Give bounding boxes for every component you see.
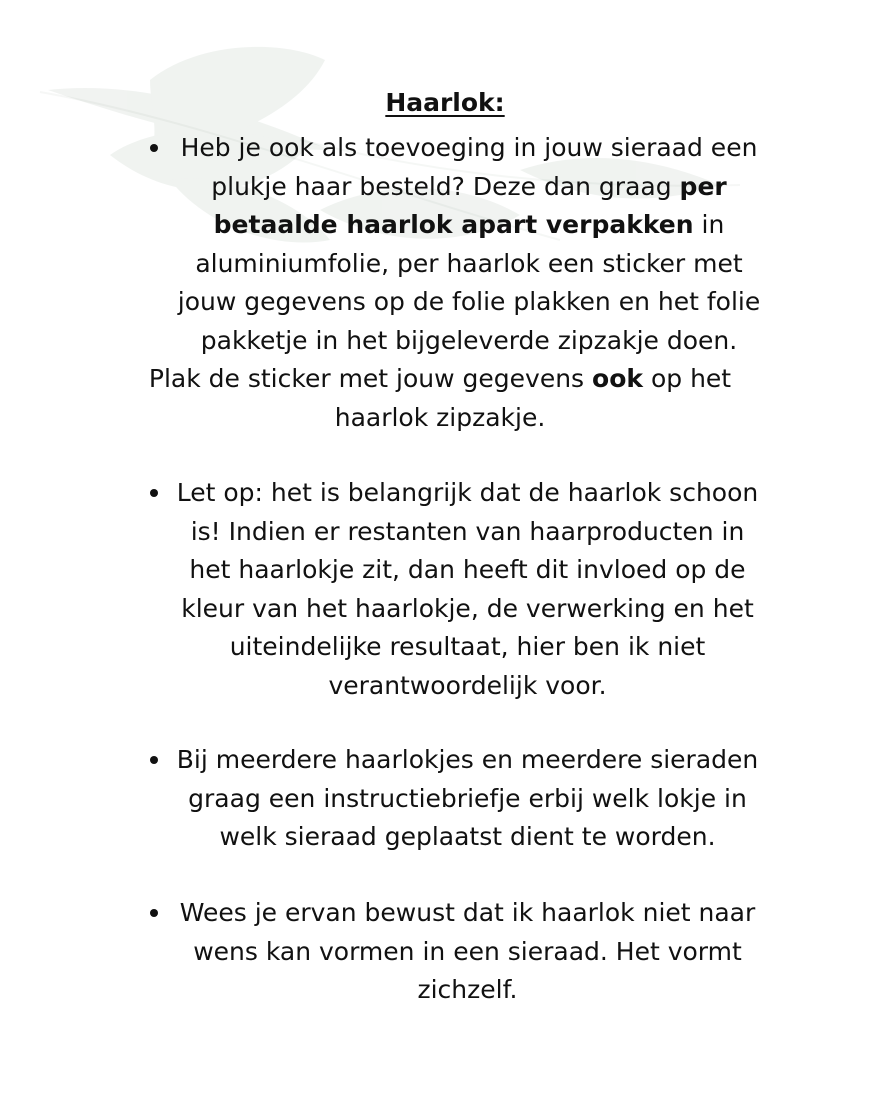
paragraph-line: kleur van het haarlokje, de verwerking en het (181, 593, 754, 623)
paragraph-line: uiteindelijke resultaat, hier ben ik niet (229, 632, 706, 661)
emphasis-text: per (679, 171, 727, 201)
bullet-marker (150, 489, 158, 497)
paragraph-line: graag een instructiebriefje erbij welk lokje in (188, 783, 747, 813)
paragraph-line: welk sieraad geplaatst dient te worden. (219, 822, 716, 851)
bullet-marker (150, 756, 158, 764)
emphasis-text: ook (592, 364, 644, 393)
paragraph-line: het haarlokje zit, dan heeft dit invloed op de (189, 555, 746, 584)
bullet-item-clean-hair-notice (165, 474, 770, 705)
bullet-item-shape-disclaimer (165, 894, 770, 1010)
paragraph-line: Plak de sticker met jouw gegevens (148, 364, 585, 393)
paragraph-line: Heb je ook als toevoeging in jouw sieraad een (180, 133, 758, 162)
page-title: Haarlok: (385, 88, 505, 117)
paragraph-line: aluminiumfolie, per haarlok een sticker met (195, 248, 743, 278)
paragraph-line: Let op: het is belangrijk dat de haarlok schoon (176, 478, 759, 507)
paragraph-line: verantwoordelijk voor. (328, 670, 607, 700)
paragraph-line: jouw gegevens op de folie plakken en het folie (177, 287, 761, 316)
paragraph-line: haarlok zipzakje. (334, 402, 546, 432)
paragraph-line: wens kan vormen in een sieraad. Het vormt (193, 936, 742, 966)
bullet-item-hair-lock-packaging (150, 129, 770, 437)
paragraph-line: pakketje in het bijgeleverde zipzakje doen. (200, 325, 738, 355)
emphasis-text: betaalde haarlok apart verpakken (213, 210, 694, 239)
paragraph-line: zichzelf. (417, 975, 518, 1004)
bullet-marker (150, 909, 158, 917)
paragraph-line: op het (650, 364, 732, 393)
bullet-item-multiple-locks-instructions (165, 741, 770, 857)
paragraph-line: Bij meerdere haarlokjes en meerdere sieraden (176, 745, 759, 774)
paragraph-line: plukje haar besteld? Deze dan graag (211, 171, 672, 201)
paragraph-line: Wees je ervan bewust dat ik haarlok niet naar (179, 898, 756, 927)
paragraph-line: in (701, 210, 725, 239)
paragraph-line: is! Indien er restanten van haarproducten in (190, 516, 745, 546)
